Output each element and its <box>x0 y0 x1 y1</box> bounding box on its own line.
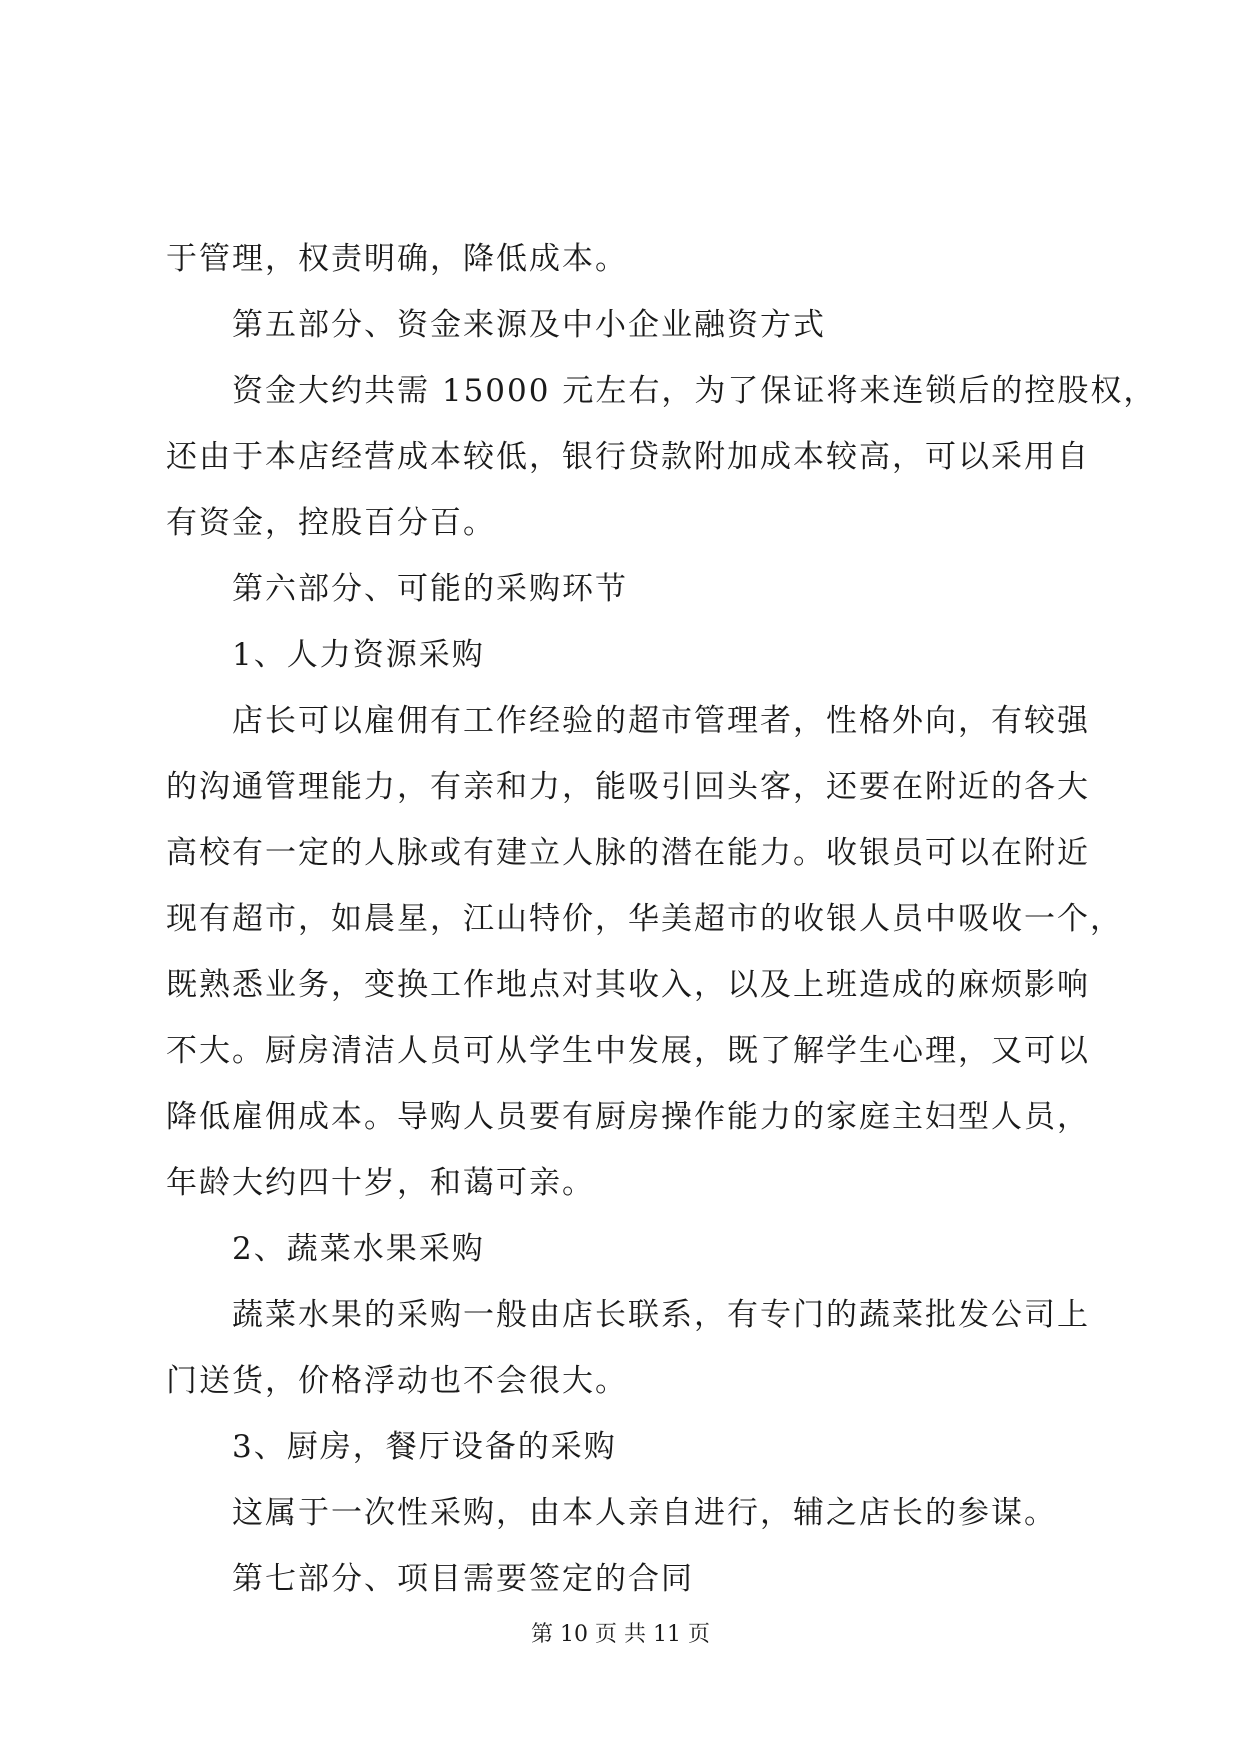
text-line: 既熟悉业务，变换工作地点对其收入，以及上班造成的麻烦影响 <box>166 967 1090 1003</box>
text-line: 资金大约共需 15000 元左右，为了保证将来连锁后的控股权， <box>232 373 1157 409</box>
text-line: 于管理，权责明确，降低成本。 <box>166 241 628 277</box>
section-heading: 第五部分、资金来源及中小企业融资方式 <box>232 307 826 343</box>
subsection-heading: 1、人力资源采购 <box>232 637 485 673</box>
text-line: 降低雇佣成本。导购人员要有厨房操作能力的家庭主妇型人员， <box>166 1099 1090 1135</box>
document-body <box>166 226 1157 1612</box>
text-line: 店长可以雇佣有工作经验的超市管理者，性格外向，有较强 <box>232 703 1090 739</box>
section-heading: 第七部分、项目需要签定的合同 <box>232 1561 694 1597</box>
text-line: 不大。厨房清洁人员可从学生中发展，既了解学生心理，又可以 <box>166 1033 1090 1069</box>
text-line: 高校有一定的人脉或有建立人脉的潜在能力。收银员可以在附近 <box>166 835 1090 871</box>
text-line: 还由于本店经营成本较低，银行贷款附加成本较高，可以采用自 <box>166 439 1090 475</box>
text-line: 的沟通管理能力，有亲和力，能吸引回头客，还要在附近的各大 <box>166 769 1090 805</box>
subsection-heading: 2、蔬菜水果采购 <box>232 1231 485 1267</box>
subsection-heading: 3、厨房，餐厅设备的采购 <box>232 1429 617 1465</box>
section-heading: 第六部分、可能的采购环节 <box>232 571 628 607</box>
text-line: 现有超市，如晨星，江山特价，华美超市的收银人员中吸收一个， <box>166 901 1123 937</box>
text-line: 蔬菜水果的采购一般由店长联系，有专门的蔬菜批发公司上 <box>232 1297 1090 1333</box>
text-line: 门送货，价格浮动也不会很大。 <box>166 1363 628 1399</box>
page-number-footer: 第 10 页 共 11 页 <box>531 1622 710 1647</box>
text-line: 有资金，控股百分百。 <box>166 505 496 541</box>
text-line: 这属于一次性采购，由本人亲自进行，辅之店长的参谋。 <box>232 1495 1057 1531</box>
text-line: 年龄大约四十岁，和蔼可亲。 <box>166 1165 595 1201</box>
